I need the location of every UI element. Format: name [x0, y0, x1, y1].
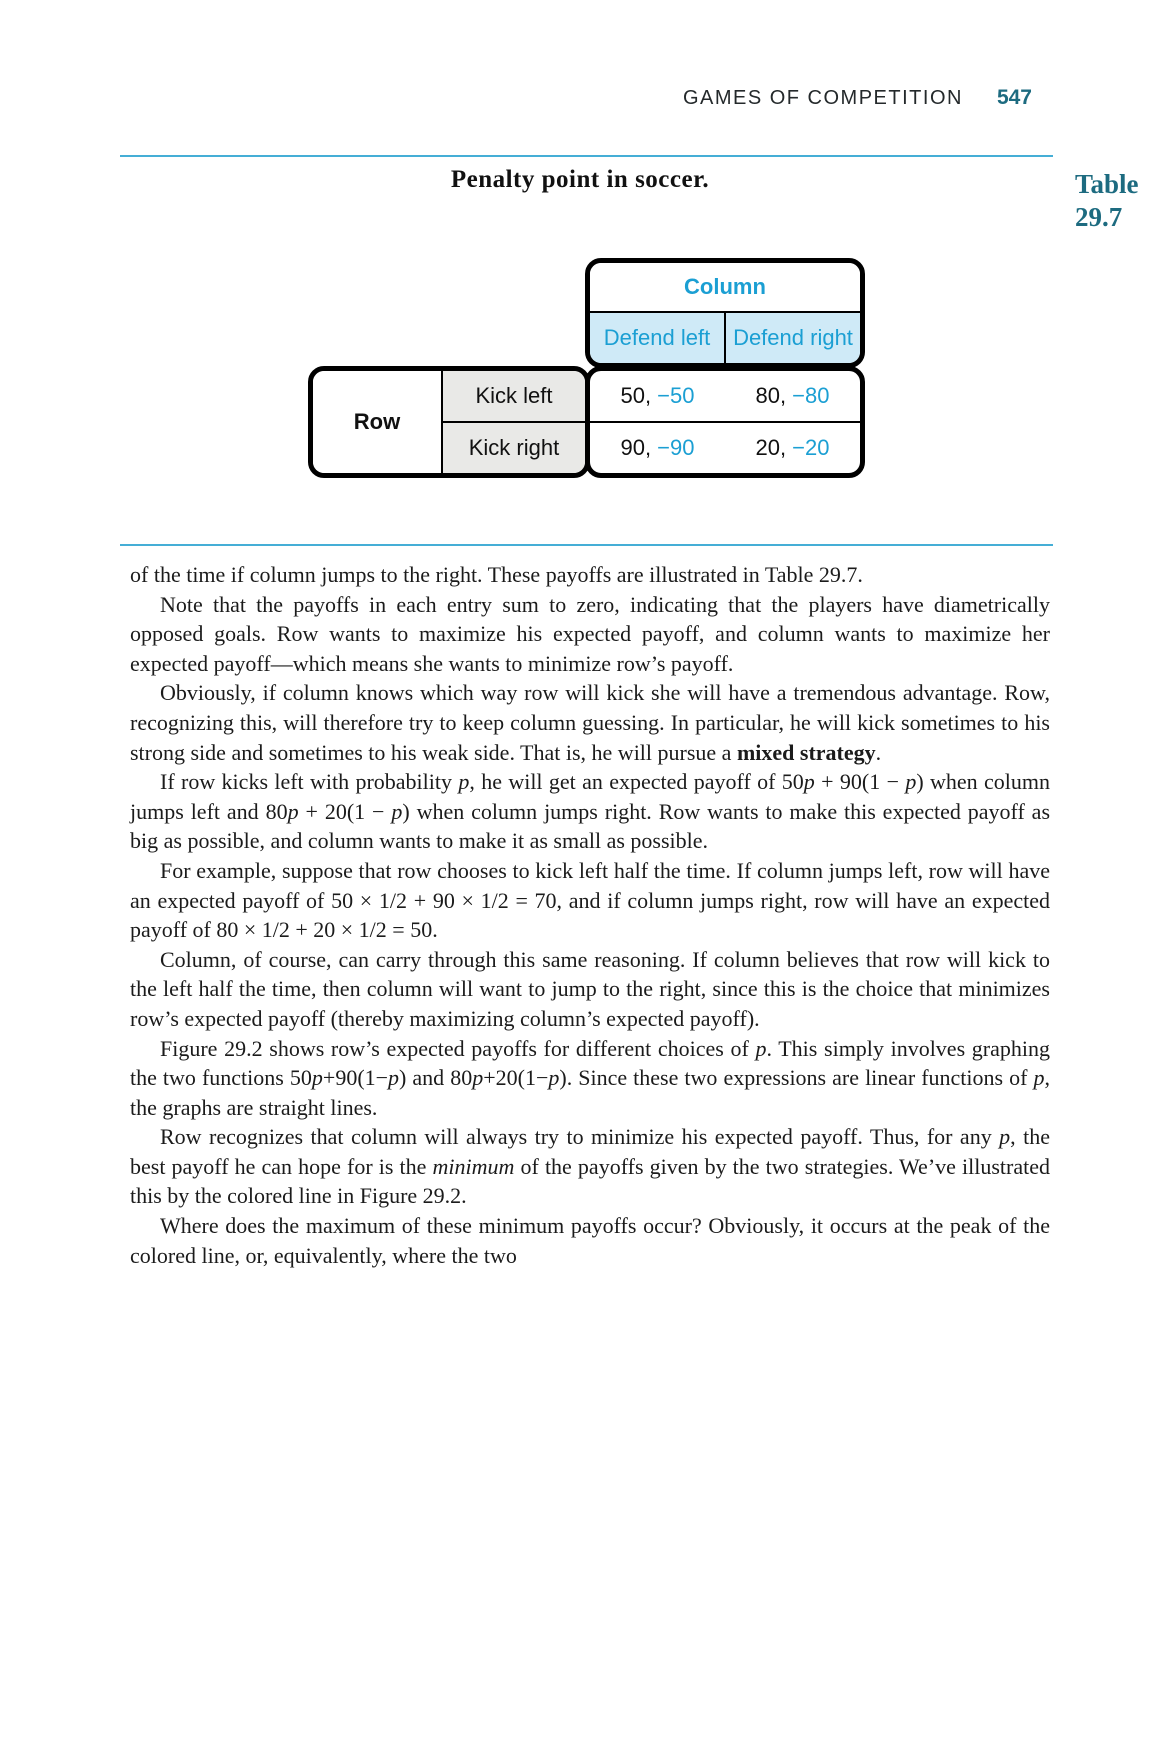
payoff-row-kick-left: [590, 371, 860, 421]
paragraph: Figure 29.2 shows row’s expected payoffs for different choices of p. This simply involves graphing the two functions 50p+90(1−p) and 80p+20(1−p). Since these two expressions are linear functions of p, the graphs are straight lines.: [130, 1035, 1050, 1120]
paragraph: Obviously, if column knows which way row will kick she will have a tremendous advantage. Row, recognizing this, will therefore try to keep column guessing. In particular, he will kick sometimes to his strong side and sometimes to his weak side. That is, he will pursue a mixed strategy.: [130, 680, 1050, 765]
payoff-cell-right-left: [590, 423, 725, 473]
payoff-cell-left-right: [725, 371, 860, 421]
table-label-word: Table: [1075, 169, 1139, 199]
paragraph: For example, suppose that row chooses to kick left half the time. If column jumps left, row will have an expected payoff of 50 × 1/2 + 90 × 1/2 = 70, and if column jumps right, row will have an expected payoff of 80 × 1/2 + 20 × 1/2 = 50.: [130, 857, 1050, 943]
row-header-box: [308, 366, 590, 478]
row-payoff: 20,: [755, 435, 787, 460]
table-label-number: 29.7: [1075, 202, 1123, 232]
column-strategy-row: [590, 313, 860, 363]
paragraph: Where does the maximum of these minimum payoffs occur? Obviously, it occurs at the peak of the colored line, or, equivalently, where the two: [130, 1213, 1050, 1268]
paragraph: If row kicks left with probability p, he will get an expected payoff of 50p + 90(1 − p) when column jumps left and 80p + 20(1 − p) when column jumps right. Row wants to make this expected payoff as big as possible, and column wants to make it as small as possible.: [130, 769, 1051, 854]
defend-right-cell: Defend right: [724, 313, 860, 363]
table-number-label: [1075, 168, 1139, 234]
row-player-label: Row: [313, 371, 441, 473]
column-player-label: Column: [590, 263, 860, 313]
defend-left-cell: Defend left: [590, 313, 724, 363]
top-rule: [120, 155, 1053, 157]
paragraph: Row recognizes that column will always try to minimize his expected payoff. Thus, for any p, the best payoff he can hope for is the minimum of the payoffs given by the two strategies. We’ve illustrated this by the colored line in Figure 29.2.: [130, 1124, 1050, 1209]
payoff-cell-right-right: [725, 423, 860, 473]
payoff-row-kick-right: [590, 421, 860, 473]
column-payoff: −80: [792, 383, 830, 408]
table-caption: Penalty point in soccer.: [450, 166, 710, 193]
kick-left-cell: Kick left: [475, 383, 553, 408]
payoff-cells-box: [585, 366, 865, 478]
row-payoff: 90,: [620, 435, 652, 460]
row-payoff: 50,: [620, 383, 652, 408]
row-strategy-column: [441, 371, 585, 473]
column-payoff: −90: [657, 435, 695, 460]
column-payoff: −20: [792, 435, 830, 460]
page-number: 547: [996, 86, 1032, 109]
paragraph: Column, of course, can carry through this same reasoning. If column believes that row will kick to the left half the time, then column will want to jump to the right, since this is the choice that minimizes row’s expected payoff (thereby maximizing column’s expected payoff).: [130, 946, 1050, 1031]
kick-right-cell: Kick right: [443, 421, 585, 473]
body-text: [130, 560, 1050, 1270]
running-head: [120, 86, 1032, 110]
bottom-rule: [120, 544, 1053, 546]
paragraph: Note that the payoffs in each entry sum to zero, indicating that the players have diametrically opposed goals. Row wants to maximize his expected payoff, and column wants to maximize her expected payoff—which means she wants to minimize row’s payoff.: [130, 591, 1050, 676]
column-header-box: [585, 258, 865, 368]
row-payoff: 80,: [755, 383, 787, 408]
column-payoff: −50: [657, 383, 695, 408]
payoff-cell-left-left: [590, 371, 725, 421]
paragraph: of the time if column jumps to the right. These payoffs are illustrated in Table 29.7.: [130, 562, 863, 587]
chapter-title: GAMES OF COMPETITION: [682, 87, 963, 109]
